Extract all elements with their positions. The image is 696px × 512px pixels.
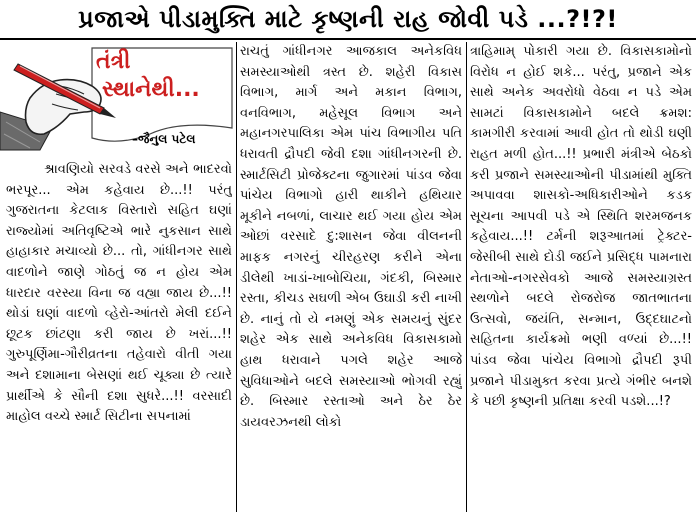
article-column-3 xyxy=(470,42,692,512)
column-logo-title-line2: સ્થાનેથી... xyxy=(102,77,200,102)
author-byline: –જૈનુલ પટેલ xyxy=(132,132,196,146)
article-column-2 xyxy=(240,42,462,512)
column-logo xyxy=(0,42,238,152)
article-column-1 xyxy=(6,160,232,512)
article-text: શ્રાવણિયો સરવડે વરસે અને ભાદરવો ભરપૂર... એમ કહેવાય છે...!! પરંતુ ગુજરાતના કેટલાક વિસ્તારો સહિત ઘણાં રાજ્યોમાં અતિવૃષ્ટિએ ભારે નુકસાન સાથે હાહાકાર મચાવ્યો છે... તો, ગાંધીનગર સાથે વાદળોને જાણે ગોઠતું જ ન હોય એમ ધારદાર વરસ્યા વિના જ વહ્યા જાય છે...!! થોડાં ઘણાં વાદળો વ્હેરો-આંતરો મેલી દઈને છૂટક છાંટણા કરી જાય છે ખરાં...!! ગુરુપૂર્ણિમા-ગૌરીવ્રતના તહેવારો વીતી ગયા અને દશામાના બેસણાં થઈ ચૂક્યા છે ત્યારે પ્રાર્થીએ કે સૌની દશા સુધરે...!! વરસાદી માહોલ વચ્ચે સ્માર્ટ સિટીના સપનામાં xyxy=(6,162,232,425)
article-text: રાચતું ગાંધીનગર આજકાલ અનેકવિધ સમસ્યાઓથી ત્રસ્ત છે. શહેરી વિકાસ વિભાગ, માર્ગ અને મકાન વિભાગ, વનવિભાગ, મહેસૂલ વિભાગ અને મહાનગરપાલિકા એમ પાંચ વિભાગીય પતિ ધરાવતી દ્રૌપદી જેવી દશા ગાંધીનગરની છે. સ્માર્ટસિટી પ્રોજેક્ટના જુગારમાં પાંડવ જેવા પાંચેય વિભાગો હારી થાકીને હથિયાર મૂકીને નબળાં, લાચાર થઈ ગયા હોય એમ ઓછાં વરસાદે દુ:શાસન જેવા વીલનની માફક નગરનું ચીરહરણ કરીને એના ડીલેથી ખાડાં-ખાબોચિયા, ગંદકી, બિસ્માર રસ્તા, કીચડ સઘળી એબ ઉઘાડી કરી નાખી છે. નાનું તો યે નમણું એક સમયનું સુંદર શહેર એક સાથે અનેકવિધ વિકાસકામો હાથ ધરાવાને પગલે શહેર આજે સુવિધાઓને બદલે સમસ્યાઓ ભોગવી રહ્યું છે. બિસ્માર રસ્તાઓ અને ઠેર ઠેર ડાયવરઝનથી લોકો xyxy=(240,44,462,430)
column-divider xyxy=(236,42,237,512)
column-logo-title-line1: તંત્રી xyxy=(96,49,131,74)
column-divider xyxy=(466,42,467,512)
headline: પ્રજાએ પીડામુક્તિ માટે કૃષ્ણની રાહ જોવી પડે ...?!?! xyxy=(0,0,696,40)
article-text: ત્રાહિમામ્ પોકારી ગયા છે. વિકાસકામોનો વિરોધ ન હોઈ શકે... પરંતુ, પ્રજાને એક સાથે અનેક અવરોધો વેઠવા ન પડે એમ સામટાં વિકાસકામોને બદલે ક્રમશ: કામગીરી કરવામાં આવી હોત તો થોડી ઘણી રાહત મળી હોત...!! પ્રભારી મંત્રીએ બેઠકો કરી પ્રજાને સમસ્યાઓની પીડામાંથી મુક્તિ અપાવવા શાસકો-અધિકારીઓને કડક સૂચના આપવી પડે એ સ્થિતિ શરમજનક કહેવાય...!! ટર્મની શરૂઆતમાં ટ્રેક્ટર-જેસીબી સાથે દોડી જઈને પ્રસિદ્ધ પામનારા નેતાઓ-નગરસેવકો આજે સમસ્યાગ્રસ્ત સ્થળોને બદલે રોજરોજ જાતભાતના ઉત્સવો, જયંતિ, સન્માન, ઉદ્દઘાટનો સહિતના કાર્યક્રમો ભણી વળ્યાં છે...!! પાંડવ જેવા પાંચેય વિભાગો દ્રૌપદી રૂપી પ્રજાને પીડામુક્ત કરવા પ્રત્યે ગંભીર બનશે કે પછી કૃષ્ણની પ્રતિક્ષા કરવી પડશે...!? xyxy=(470,44,692,410)
column-logo-title xyxy=(96,48,236,104)
